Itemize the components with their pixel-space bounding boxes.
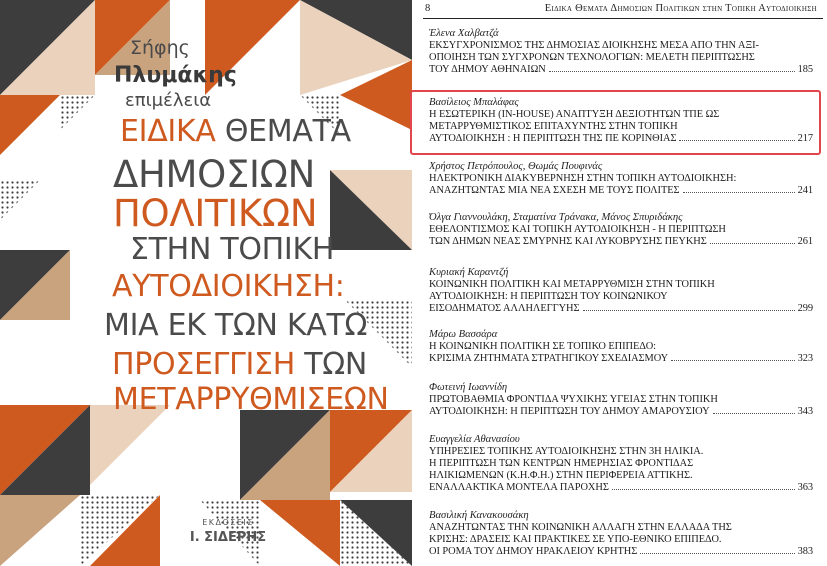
entry-author: Μάρω Βασσάρα	[429, 329, 498, 340]
entry-title-line	[429, 303, 813, 315]
toc-entry[interactable]	[429, 381, 813, 418]
toc-entry[interactable]	[429, 433, 813, 494]
editor-last-name: Πλυμάκης	[114, 63, 237, 88]
editor-first-name: Σήφης	[130, 37, 190, 59]
title-line	[113, 192, 318, 235]
title-word: ΜΕΤΑΡΡΥΘΜΙΣΕΩΝ	[113, 382, 389, 417]
title-word: ΣΤΗΝ ΤΟΠΙΚΗ	[130, 232, 335, 267]
entry-title-text: ΟΙ ΡΟΜΑ ΤΟΥ ΔΗΜΟΥ ΗΡΑΚΛΕΙΟΥ ΚΡΗΤΗΣ	[429, 546, 638, 557]
entry-title-line	[429, 64, 813, 76]
dot-leader	[640, 553, 794, 554]
entry-title-line: Η ΕΣΩΤΕΡΙΚΗ (IN-HOUSE) ΑΝΑΠΤΥΞΗ ΔΕΞΙΟΤΗΤΩΝ ΤΠΕ ΩΣ	[429, 109, 720, 120]
toc-entry-highlighted[interactable]	[429, 96, 813, 145]
entry-title-line: ΟΠΟΙΗΣΗ ΤΩΝ ΣΥΓΧΡΟΝΩΝ ΤΕΧΝΟΛΟΓΙΩΝ: ΜΕΛΕΤΗ ΠΕΡΙΠΤΩΣΗΣ	[429, 52, 755, 63]
entry-title-line: ΚΡΙΣΗΣ: ΔΡΑΣΕΙΣ ΚΑΙ ΠΡΑΚΤΙΚΕΣ ΣΕ ΥΠΟ-ΕΘΝΙΚΟ ΕΠΙΠΕΔΟ.	[429, 534, 722, 545]
entry-page-number: 241	[797, 185, 813, 196]
entry-page-number: 343	[797, 406, 813, 417]
entry-title-line: ΑΝΑΖΗΤΩΝΤΑΣ ΤΗΝ ΚΟΙΝΩΝΙΚΗ ΑΛΛΑΓΗ ΣΤΗΝ ΕΛΛΑΔΑ ΤΗΣ	[429, 522, 732, 533]
entry-title-line: ΜΕΤΑΡΡΥΘΜΙΣΤΙΚΟΣ ΕΠΙΤΑΧΥΝΤΗΣ ΣΤΗΝ ΤΟΠΙΚΗ	[429, 121, 678, 132]
title-line	[130, 233, 334, 267]
title-word: ΠΡΟΣΕΓΓΙΣΗ	[112, 347, 295, 382]
title-word: ΘΕΜΑΤΑ	[215, 114, 351, 149]
dot-leader	[583, 310, 795, 311]
entry-author: Έλενα Χαλβατζά	[429, 28, 499, 39]
entry-title-line: ΕΘΕΛΟΝΤΙΣΜΟΣ ΚΑΙ ΤΟΠΙΚΗ ΑΥΤΟΔΙΟΙΚΗΣΗ - Η ΠΕΡΙΠΤΩΣΗ	[429, 224, 726, 235]
entry-title-line	[429, 353, 813, 365]
entry-author: Χρήστος Πετρόπουλος, Θωμάς Πουφινάς	[429, 161, 603, 172]
entry-author: Όλγα Γιαννουλάκη, Σταματίνα Τράνακα, Μάνος Σπυριδάκης	[429, 212, 683, 223]
dot-leader	[679, 140, 794, 141]
title-word: ΜΙΑ ΕΚ ΤΩΝ ΚΑΤΩ	[104, 308, 368, 343]
toc-entry[interactable]	[429, 509, 813, 558]
entry-page-number: 363	[797, 482, 813, 493]
entry-title-line	[429, 546, 813, 558]
title-word: ΕΙΔΙΚΑ	[120, 114, 216, 149]
toc-entry[interactable]	[429, 27, 813, 76]
entry-title-text: ΚΡΙΣΙΜΑ ΖΗΤΗΜΑΤΑ ΣΤΡΑΤΗΓΙΚΟΥ ΣΧΕΔΙΑΣΜΟΥ	[429, 353, 669, 364]
entry-page-number: 383	[797, 546, 813, 557]
entry-title-text: ΑΥΤΟΔΙΟΙΚΗΣΗ: Η ΠΕΡΙΠΤΩΣΗ ΤΟΥ ΔΗΜΟΥ ΑΜΑΡΟΥΣΙΟΥ	[429, 406, 710, 417]
dot-leader	[683, 192, 795, 193]
entry-author: Φωτεινή Ιωαννίδη	[429, 382, 508, 393]
title-word: ΠΟΛΙΤΙΚΩΝ	[113, 192, 318, 235]
publisher-name: Ι. ΣΙΔΕΡΗΣ	[189, 530, 267, 545]
title-line	[113, 153, 316, 196]
book-cover	[0, 0, 412, 566]
entry-title-text: ΤΟΥ ΔΗΜΟΥ ΑΘΗΝΑΙΩΝ	[429, 64, 546, 75]
table-of-contents-page	[413, 0, 827, 566]
title-line	[104, 309, 367, 343]
entry-title-line: ΗΛΙΚΙΩΜΕΝΩΝ (Κ.Η.Φ.Η.) ΣΤΗΝ ΠΕΡΙΦΕΡΕΙΑ ΑΤΤΙΚΗΣ.	[429, 470, 693, 481]
entry-title-text: ΑΝΑΖΗΤΩΝΤΑΣ ΜΙΑ ΝΕΑ ΣΧΕΣΗ ΜΕ ΤΟΥΣ ΠΟΛΙΤΕΣ	[429, 185, 680, 196]
entry-author: Βασιλική Κανακουσάκη	[429, 510, 529, 521]
dot-leader	[710, 243, 795, 244]
dot-leader	[713, 413, 795, 414]
editor-role: επιμέλεια	[125, 90, 212, 111]
dot-leader	[671, 360, 794, 361]
entry-title-line: Η ΠΕΡΙΠΤΩΣΗ ΤΩΝ ΚΕΝΤΡΩΝ ΗΜΕΡΗΣΙΑΣ ΦΡΟΝΤΙΔΑΣ	[429, 458, 694, 469]
publisher-label: ΕΚΔΟΣΕΙΣ	[202, 518, 254, 527]
toc-entry[interactable]	[429, 266, 813, 315]
running-header-title: Ειδικα Θεματα Δημοσιων Πολιτικων στην Τοπικη Αυτοδιοικηση	[544, 3, 817, 14]
entry-title-line: ΚΟΙΝΩΝΙΚΗ ΠΟΛΙΤΙΚΗ ΚΑΙ ΜΕΤΑΡΡΥΘΜΙΣΗ ΣΤΗΝ ΤΟΠΙΚΗ	[429, 279, 715, 290]
page-number: 8	[425, 3, 431, 14]
entry-title-line: ΕΚΣΥΓΧΡΟΝΙΣΜΟΣ ΤΗΣ ΔΗΜΟΣΙΑΣ ΔΙΟΙΚΗΣΗΣ ΜΕΣΑ ΑΠΟ ΤΗΝ ΑΞΙ-	[429, 40, 759, 51]
title-line	[112, 348, 367, 382]
entry-page-number: 261	[797, 236, 813, 247]
running-header	[423, 2, 823, 19]
entry-title-line: ΥΠΗΡΕΣΙΕΣ ΤΟΠΙΚΗΣ ΑΥΤΟΔΙΟΙΚΗΣΗΣ ΣΤΗΝ 3Η ΗΛΙΚΙΑ.	[429, 446, 704, 457]
title-word: ΤΩΝ	[294, 347, 367, 382]
toc-entry[interactable]	[429, 160, 813, 197]
entry-page-number: 217	[797, 133, 813, 144]
entry-title-line	[429, 236, 813, 248]
entry-title-text: ΑΥΤΟΔΙΟΙΚΗΣΗ : Η ΠΕΡΙΠΤΩΣΗ ΤΗΣ ΠΕ ΚΟΡΙΝΘΙΑΣ	[429, 133, 677, 144]
entry-author: Κυριακή Καραντζή	[429, 267, 509, 278]
title-line	[120, 115, 351, 149]
entry-author: Βασίλειος Μπαλάφας	[429, 97, 519, 108]
entry-title-text: ΤΩΝ ΔΗΜΩΝ ΝΕΑΣ ΣΜΥΡΝΗΣ ΚΑΙ ΛΥΚΟΒΡΥΣΗΣ ΠΕΥΚΗΣ	[429, 236, 707, 247]
title-line	[113, 383, 389, 417]
entry-title-line	[429, 185, 813, 197]
dot-leader	[612, 489, 795, 490]
entry-title-line	[429, 133, 813, 145]
title-word: ΔΗΜΟΣΙΩΝ	[113, 153, 316, 196]
toc-entry[interactable]	[429, 328, 813, 365]
entry-title-line: ΗΛΕΚΤΡΟΝΙΚΗ ΔΙΑΚΥΒΕΡΝΗΣΗ ΣΤΗΝ ΤΟΠΙΚΗ ΑΥΤΟΔΙΟΙΚΗΣΗ:	[429, 173, 737, 184]
entry-title-line: ΑΥΤΟΔΙΟΙΚΗΣΗ: Η ΠΕΡΙΠΤΩΣΗ ΤΟΥ ΚΟΙΝΩΝΙΚΟΥ	[429, 291, 668, 302]
entry-title-text: ΕΙΣΟΔΗΜΑΤΟΣ ΑΛΛΗΛΕΓΓΥΗΣ	[429, 303, 580, 314]
entry-title-text: ΕΝΑΛΛΑΚΤΙΚΑ ΜΟΝΤΕΛΑ ΠΑΡΟΧΗΣ	[429, 482, 609, 493]
entry-page-number: 299	[797, 303, 813, 314]
title-line	[112, 270, 345, 304]
entry-title-line: ΠΡΩΤΟΒΑΘΜΙΑ ΦΡΟΝΤΙΔΑ ΨΥΧΙΚΗΣ ΥΓΕΙΑΣ ΣΤΗΝ ΤΟΠΙΚΗ	[429, 394, 718, 405]
entry-title-line: Η ΚΟΙΝΩΝΙΚΗ ΠΟΛΙΤΙΚΗ ΣΕ ΤΟΠΙΚΟ ΕΠΙΠΕΔΟ:	[429, 341, 656, 352]
entry-author: Ευαγγελία Αθανασίου	[429, 434, 520, 445]
dot-leader	[549, 71, 795, 72]
entry-title-line	[429, 482, 813, 494]
toc-entry[interactable]	[429, 211, 813, 248]
entry-title-line	[429, 406, 813, 418]
entry-page-number: 323	[797, 353, 813, 364]
entry-page-number: 185	[797, 64, 813, 75]
title-word: ΑΥΤΟΔΙΟΙΚΗΣΗ:	[112, 269, 345, 304]
